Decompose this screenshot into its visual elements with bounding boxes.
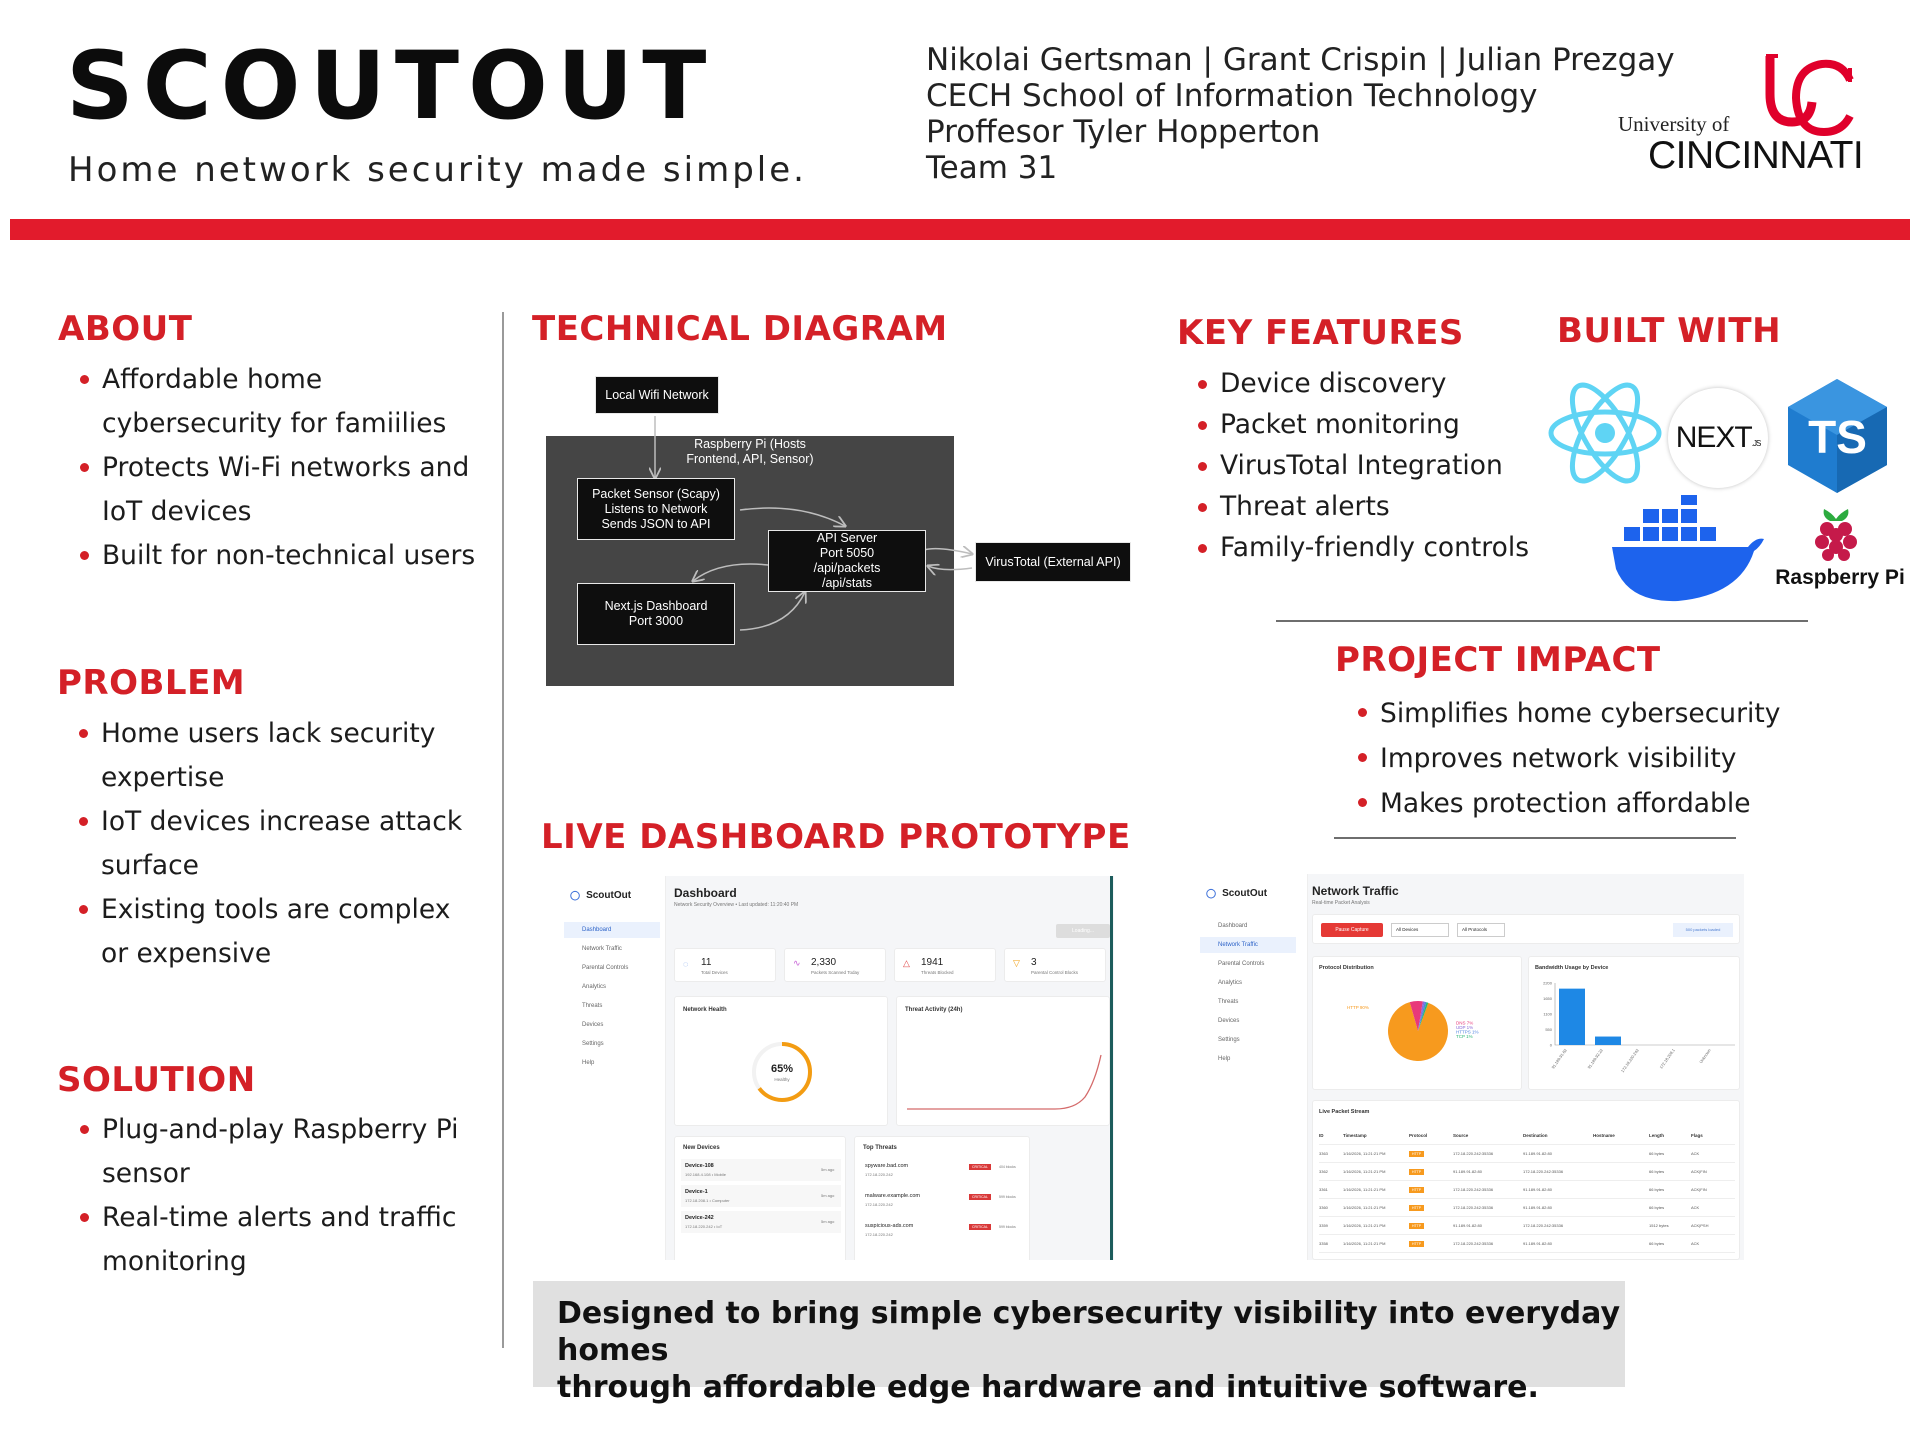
table-cell: ACK <box>1691 1241 1700 1246</box>
sidebar-item-help[interactable]: Help <box>582 1060 595 1066</box>
problem-list <box>79 712 479 976</box>
table-cell: 1512 bytes <box>1649 1223 1669 1228</box>
react-icon <box>1545 378 1665 488</box>
list-item: Packet monitoring <box>1198 404 1558 445</box>
pause-capture-button[interactable]: Pause Capture <box>1321 923 1383 937</box>
table-cell: 1/16/2026, 11:21:21 PM <box>1343 1223 1386 1228</box>
protocol-badge: HTTP <box>1409 1223 1424 1229</box>
table-cell: 1/16/2026, 11:21:21 PM <box>1343 1205 1386 1210</box>
table-cell: 66 bytes <box>1649 1187 1665 1192</box>
table-cell <box>1409 1187 1453 1192</box>
list-item: Home users lack security expertise <box>79 712 479 800</box>
y-tick-label: 1650 <box>1543 996 1552 1001</box>
table-cell: 172.18.220.242:35336 <box>1523 1223 1564 1228</box>
page-title: Network Traffic <box>1312 884 1399 898</box>
sidebar-item-devices[interactable]: Devices <box>582 1022 604 1028</box>
new-devices-card: New Devices Device-108 192.168.4.108 • Mobile 5m ago Device-1 172.18.208.1 • Computer 5m ago Device-242 172.18.220.242 • IoT 5m ago <box>674 1136 846 1260</box>
ts-logo-text: TS <box>1808 411 1867 463</box>
sidebar-item-parental-controls[interactable]: Parental Controls <box>1218 961 1265 967</box>
table-cell: 66 bytes <box>1649 1169 1665 1174</box>
table-cell: 3360 <box>1319 1205 1328 1210</box>
sidebar-item-analytics[interactable]: Analytics <box>1218 980 1243 986</box>
critical-badge: CRITICAL <box>969 1164 991 1170</box>
stat-card: ◌ 11 Total Devices <box>674 948 776 982</box>
sidebar <box>1196 874 1308 1260</box>
column-header: Length <box>1649 1133 1664 1138</box>
page-subtitle: Real-time Packet Analysis <box>1312 900 1370 906</box>
school-line: CECH School of Information Technology <box>926 78 1538 114</box>
team-line: Team 31 <box>926 150 1058 186</box>
problem-heading: PROBLEM <box>57 663 246 703</box>
table-header-row <box>1319 1127 1735 1145</box>
table-cell: ACK <box>1691 1151 1700 1156</box>
table-cell: 91.189.91.82:80 <box>1523 1205 1552 1210</box>
typescript-icon <box>1785 377 1890 495</box>
x-tick-label: 91.189.91.82 <box>1550 1047 1568 1070</box>
x-tick-label: 91.189.92.22 <box>1586 1047 1604 1070</box>
y-tick-label: 1100 <box>1543 1011 1552 1017</box>
raspberry-pi-icon <box>1810 505 1862 565</box>
refresh-button[interactable]: Loading... <box>1056 924 1110 938</box>
docker-icon <box>1608 495 1768 607</box>
key-features-list <box>1198 363 1558 568</box>
list-item: Device-108 192.168.4.108 • Mobile 5m ago <box>681 1159 841 1181</box>
about-heading: ABOUT <box>58 309 193 349</box>
impact-heading: PROJECT IMPACT <box>1335 640 1661 680</box>
list-item: Improves network visibility <box>1358 736 1798 781</box>
table-row <box>1319 1163 1735 1181</box>
table-cell: 172.18.220.242:35336 <box>1453 1205 1494 1210</box>
table-cell: 91.189.91.82:80 <box>1523 1151 1552 1156</box>
table-row <box>1319 1235 1735 1253</box>
table-cell: 1/16/2026, 11:21:21 PM <box>1343 1169 1386 1174</box>
list-item: Device discovery <box>1198 363 1558 404</box>
list-item: VirusTotal Integration <box>1198 445 1558 486</box>
top-threats-card: Top Threats spyware.bad.com 172.18.220.242 CRITICAL 404 blocks malware.example.com 172.18.220.242 CRITICAL 599 blocks suspicious-ads.com 172.18.220.242 CRITICAL 599 blocks <box>854 1136 1030 1260</box>
list-item: Built for non-technical users <box>80 534 480 578</box>
sidebar <box>560 876 666 1260</box>
packet-sensor-node: Packet Sensor (Scapy) Listens to Network Sends JSON to API <box>577 478 735 540</box>
device-filter-select[interactable]: All Devices <box>1391 923 1449 937</box>
threat-activity-line <box>905 1027 1105 1117</box>
sidebar-item-settings[interactable]: Settings <box>1218 1037 1240 1043</box>
protocol-badge: HTTP <box>1409 1151 1424 1157</box>
list-item: Existing tools are complex or expensive <box>79 888 479 976</box>
y-tick-label: 2200 <box>1543 980 1552 986</box>
stat-card: ∿ 2,330 Packets Scanned Today <box>784 948 886 982</box>
x-tick-label: 172.18.208.1 <box>1658 1047 1676 1070</box>
table-cell: 3362 <box>1319 1169 1328 1174</box>
stat-card: △ 1941 Threats Blocked <box>894 948 996 982</box>
x-tick-label: 172.18.220.242 <box>1619 1047 1640 1074</box>
table-cell: 172.18.220.242:35336 <box>1453 1151 1494 1156</box>
poster-tagline: Home network security made simple. <box>68 150 807 190</box>
table-cell: 172.18.220.242:35336 <box>1523 1169 1564 1174</box>
local-wifi-node: Local Wifi Network <box>595 376 719 414</box>
column-divider <box>502 312 504 1348</box>
list-item: IoT devices increase attack surface <box>79 800 479 888</box>
divider-line <box>1276 620 1808 622</box>
column-header: Hostname <box>1593 1133 1615 1138</box>
divider-line <box>1334 837 1736 839</box>
table-cell <box>1409 1241 1453 1246</box>
sidebar-item-dashboard[interactable]: Dashboard <box>564 922 660 938</box>
protocol-filter-select[interactable]: All Protocols <box>1457 923 1505 937</box>
page-title: Dashboard <box>674 886 737 900</box>
table-row <box>1319 1199 1735 1217</box>
dashboard-screenshot <box>560 876 1114 1260</box>
prototype-heading: LIVE DASHBOARD PROTOTYPE <box>541 817 1131 857</box>
table-cell: 1/16/2026, 11:21:21 PM <box>1343 1241 1386 1246</box>
column-header: Flags <box>1691 1133 1703 1138</box>
packet-table <box>1319 1127 1735 1253</box>
table-cell: 1/16/2026, 11:21:21 PM <box>1343 1151 1386 1156</box>
pie-label: TCP 1% <box>1456 1033 1473 1039</box>
header-divider-bar <box>10 219 1910 240</box>
sidebar-item-parental-controls[interactable]: Parental Controls <box>582 965 629 971</box>
virustotal-node: VirusTotal (External API) <box>975 542 1131 582</box>
list-item: Threat alerts <box>1198 486 1558 527</box>
sidebar-item-analytics[interactable]: Analytics <box>582 984 607 990</box>
list-item: Plug-and-play Raspberry Pi sensor <box>80 1108 480 1196</box>
table-cell: ACK <box>1691 1205 1700 1210</box>
solution-heading: SOLUTION <box>57 1060 256 1100</box>
list-item: Device-242 172.18.220.242 • IoT 5m ago <box>681 1211 841 1233</box>
about-list <box>80 358 480 578</box>
raspberry-pi-label: Raspberry Pi <box>1775 566 1905 589</box>
protocol-badge: HTTP <box>1409 1205 1424 1211</box>
y-tick-label: 0 <box>1549 1042 1552 1048</box>
bar <box>1595 1037 1621 1045</box>
logo-university-of: University of <box>1618 112 1730 136</box>
table-cell: 172.18.220.242:35336 <box>1453 1241 1494 1246</box>
table-cell: 3359 <box>1319 1223 1328 1228</box>
key-features-heading: KEY FEATURES <box>1177 313 1464 353</box>
table-cell: 3361 <box>1319 1187 1328 1192</box>
table-cell: 3363 <box>1319 1151 1328 1156</box>
packets-loaded-badge: 500 packets loaded <box>1673 923 1733 937</box>
sidebar-item-help[interactable]: Help <box>1218 1056 1231 1062</box>
university-of-cincinnati-logo <box>1620 50 1890 180</box>
page-subtitle: Network Security Overview • Last updated: 11:20:40 PM <box>674 902 799 908</box>
network-traffic-screenshot <box>1196 874 1744 1260</box>
impact-list <box>1358 691 1798 826</box>
table-cell: 172.18.220.242:35336 <box>1453 1187 1494 1192</box>
nextjs-icon: NEXT .JS <box>1668 388 1768 488</box>
critical-badge: CRITICAL <box>969 1224 991 1230</box>
list-item: Affordable home cybersecurity for famiilies <box>80 358 480 446</box>
brand-label: ◯ ScoutOut <box>570 890 631 901</box>
table-row <box>1319 1181 1735 1199</box>
health-value: 65% <box>770 1063 794 1075</box>
sidebar-item-threats[interactable]: Threats <box>582 1003 603 1009</box>
list-item: Simplifies home cybersecurity <box>1358 691 1798 736</box>
protocol-pie-chart <box>1313 979 1523 1089</box>
table-cell: ACK|FIN <box>1691 1169 1707 1174</box>
table-cell: 91.189.91.82:80 <box>1523 1187 1552 1192</box>
table-cell: ACK|PSH <box>1691 1223 1709 1228</box>
table-cell: 91.189.91.82:80 <box>1523 1241 1552 1246</box>
table-cell <box>1409 1169 1453 1174</box>
traffic-toolbar <box>1312 914 1740 944</box>
list-item: Makes protection affordable <box>1358 781 1798 826</box>
table-row <box>1319 1217 1735 1235</box>
table-cell: 66 bytes <box>1649 1205 1665 1210</box>
pie-label: UDP 1% <box>1456 1024 1474 1030</box>
professor-line: Proffesor Tyler Hopperton <box>926 114 1321 150</box>
table-cell: ACK|FIN <box>1691 1187 1707 1192</box>
list-item: Protects Wi-Fi networks and IoT devices <box>80 446 480 534</box>
list-item: spyware.bad.com 172.18.220.242 CRITICAL 404 blocks <box>865 1163 1016 1177</box>
authors-line: Nikolai Gertsman | Grant Crispin | Julian Prezgay <box>926 42 1675 78</box>
list-item: Device-1 172.18.208.1 • Computer 5m ago <box>681 1185 841 1207</box>
column-header: Timestamp <box>1343 1133 1367 1138</box>
footer-statement <box>533 1281 1625 1405</box>
brand-label: ◯ ScoutOut <box>1206 888 1267 899</box>
protocol-badge: HTTP <box>1409 1241 1424 1247</box>
pie-label: HTTP 90% <box>1347 1005 1369 1010</box>
author-block <box>926 42 1675 186</box>
sidebar-item-settings[interactable]: Settings <box>582 1041 604 1047</box>
protocol-badge: HTTP <box>1409 1169 1424 1175</box>
dashboard-main <box>666 876 1114 1260</box>
table-cell <box>1409 1151 1453 1156</box>
table-cell: 1/16/2026, 11:21:21 PM <box>1343 1187 1386 1192</box>
column-header: Protocol <box>1409 1133 1428 1138</box>
protocol-badge: HTTP <box>1409 1187 1424 1193</box>
footer-line-2: through affordable edge hardware and intuitive software. <box>557 1370 1539 1405</box>
activity-icon: ∿ <box>793 958 801 968</box>
warning-icon: △ <box>903 958 910 968</box>
list-item: suspicious-ads.com 172.18.220.242 CRITICAL 599 blocks <box>865 1223 1016 1237</box>
bar <box>1559 989 1585 1045</box>
dashboard-node: Next.js Dashboard Port 3000 <box>577 583 735 645</box>
filter-icon: ▽ <box>1013 958 1020 968</box>
column-header: ID <box>1319 1133 1324 1138</box>
sidebar-item-dashboard[interactable]: Dashboard <box>1218 923 1248 929</box>
sidebar-item-network-traffic[interactable]: Network Traffic <box>582 946 622 952</box>
table-cell: 66 bytes <box>1649 1151 1665 1156</box>
protocol-distribution-card: Protocol Distribution HTTP 90% DNS 7% UDP 1% HTTPS 1% TCP 1% <box>1312 956 1522 1090</box>
table-cell <box>1409 1223 1453 1228</box>
poster-title: SCOUTOUT <box>66 32 716 141</box>
table-cell: 66 bytes <box>1649 1241 1665 1246</box>
sidebar-item-network-traffic[interactable]: Network Traffic <box>1200 937 1296 953</box>
list-item: Family-friendly controls <box>1198 527 1558 568</box>
y-tick-label: 550 <box>1545 1027 1552 1032</box>
table-cell: 91.189.91.82:80 <box>1453 1223 1482 1228</box>
health-label: Healthy <box>774 1077 790 1082</box>
table-cell <box>1409 1205 1453 1210</box>
list-item: malware.example.com 172.18.220.242 CRITICAL 599 blocks <box>865 1193 1016 1207</box>
table-row <box>1319 1145 1735 1163</box>
pie-label: HTTPS 1% <box>1456 1029 1479 1035</box>
x-tick-label: Unknown <box>1698 1047 1712 1065</box>
api-server-node: API Server Port 5050 /api/packets /api/stats <box>768 530 926 592</box>
solution-list <box>80 1108 480 1284</box>
traffic-main <box>1308 874 1744 1260</box>
built-with-heading: BUILT WITH <box>1557 311 1782 351</box>
column-header: Destination <box>1523 1133 1548 1138</box>
diagram-heading: TECHNICAL DIAGRAM <box>532 309 948 349</box>
bandwidth-card: Bandwidth Usage by Device 2200 1650 1100 550 0 91.189.91.82 91.189.92.22 172.18.220.242 172.18.208.1 Unknown <box>1528 956 1740 1090</box>
list-item: Real-time alerts and traffic monitoring <box>80 1196 480 1284</box>
bandwidth-bar-chart <box>1529 975 1741 1091</box>
stat-card: ▽ 3 Parental Control Blocks <box>1004 948 1106 982</box>
threat-activity-card: Threat Activity (24h) <box>896 996 1110 1126</box>
footer-line-1: Designed to bring simple cybersecurity visibility into everyday homes <box>557 1296 1621 1368</box>
network-health-card: Network Health 65% Healthy <box>674 996 888 1126</box>
sidebar-item-devices[interactable]: Devices <box>1218 1018 1240 1024</box>
table-cell: 91.189.91.82:80 <box>1453 1169 1482 1174</box>
scrollbar[interactable] <box>1110 876 1113 1260</box>
devices-icon: ◌ <box>683 959 689 969</box>
table-cell: 3358 <box>1319 1241 1328 1246</box>
pie-label: DNS 7% <box>1456 1020 1474 1026</box>
packet-stream-card: Live Packet Stream ID Timestamp Protocol Source Destination Hostname Length Flags 3363 1/16/2026, 11:21:21 PM HTTP 172.18.220.242:35336 91.189.91.82:80 66 bytes ACK 3362 1/16/2026, 11:21:21 PM HTTP 91.189.91.82:80 172.18.220.242:35336 66 bytes ACK|FIN 3361 1/16/2026, 11:21:21 PM HTTP 172.18.220.242:35336 91.189.91.82:80 66 bytes ACK|FIN 3360 1/16/2026, 11:21:21 PM HTTP 172.18.220.242:35336 91.189.91.82:80 66 bytes ACK 3359 1/16/2026, 11:21:21 PM HTTP 91.189.91.82:80 172.18.220.242:35336 1512 bytes ACK|PSH 3358 1/16/2026, 11:21:21 PM HTTP 172.18.220.242:35336 91.189.91.82:80 66 bytes ACK <box>1312 1100 1740 1260</box>
column-header: Source <box>1453 1133 1469 1138</box>
critical-badge: CRITICAL <box>969 1194 991 1200</box>
sidebar-item-threats[interactable]: Threats <box>1218 999 1239 1005</box>
raspberry-pi-label: Raspberry Pi (Hosts Frontend, API, Sensor) <box>686 437 814 466</box>
logo-cincinnati: CINCINNATI <box>1648 134 1864 177</box>
